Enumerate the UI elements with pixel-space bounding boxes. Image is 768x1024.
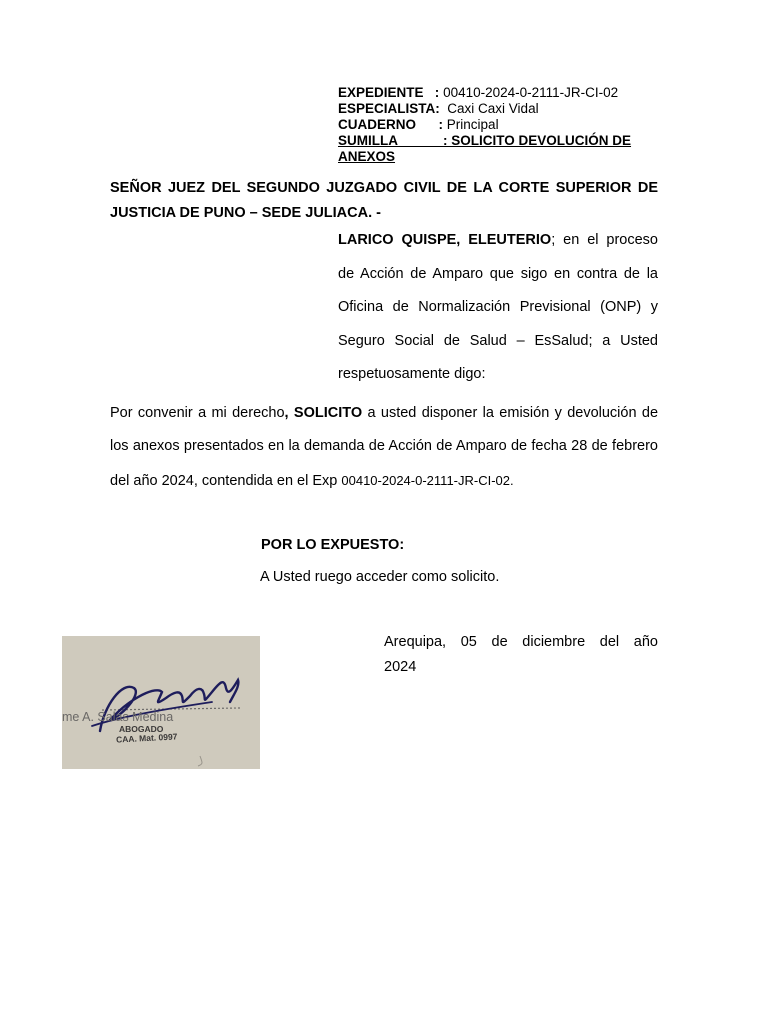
place-date-year: 2024 (384, 659, 417, 675)
sumilla-value-2: ANEXOS (338, 149, 396, 164)
place-date (384, 630, 658, 680)
handwritten-signature (62, 636, 260, 769)
place-date-line (384, 630, 658, 655)
sumilla-row-2 (338, 149, 668, 165)
sumilla-label: SUMILLA (338, 133, 398, 148)
signature-name: me A. Salas Medina (62, 710, 174, 724)
request-part2: a usted disponer la emisión y devolución de los anexos presentados en la demanda de Acción de Amparo de fecha 28 de febrero del año 2024, contendida en el Exp (110, 405, 659, 489)
request-solicito: , SOLICITO (284, 405, 363, 421)
place-word: del (599, 634, 620, 650)
petitioner-name: LARICO QUISPE, ELEUTERIO (338, 232, 552, 248)
especialista-row (338, 101, 668, 117)
intro-paragraph (338, 224, 658, 392)
cuaderno-row: CUADERNO : Principal (338, 117, 499, 132)
signature-registration: CAA. Mat. 0997 (115, 731, 178, 745)
cuaderno-value: Principal (446, 117, 499, 132)
place-word: de (491, 634, 508, 650)
closing-request: A Usted ruego acceder como solicito. (260, 569, 500, 585)
place-word: Arequipa, (384, 634, 447, 650)
cuaderno-label: CUADERNO (338, 117, 417, 132)
especialista-label: ESPECIALISTA: (338, 101, 440, 116)
expediente-value: 00410-2024-0-2111-JR-CI-02 (443, 85, 619, 100)
signature-role: ABOGADO (119, 724, 164, 734)
place-word: año (633, 634, 658, 650)
por-lo-expuesto: POR LO EXPUESTO: (261, 537, 405, 553)
request-exp-number: 00410-2024-0-2111-JR-CI-02. (341, 472, 514, 488)
case-header (338, 85, 668, 165)
expediente-label: EXPEDIENTE (338, 85, 424, 100)
place-word: 05 (460, 634, 477, 650)
signature-stamp-image (62, 636, 260, 769)
place-word: diciembre (522, 634, 586, 650)
addressee: SEÑOR JUEZ DEL SEGUNDO JUZGADO CIVIL DE LA CORTE SUPERIOR DE JUSTICIA DE PUNO – SEDE JULIACA. - (110, 180, 658, 221)
request-part1: Por convenir a mi derecho (110, 405, 285, 421)
especialista-value: Caxi Caxi Vidal (447, 101, 539, 116)
sumilla-value: : SOLICITO DEVOLUCIÓN DE (443, 133, 632, 148)
intro-text: ; en el proceso de Acción de Amparo que sigo en contra de la Oficina de Normalización Previsional (ONP) y Seguro Social de Salud – EsSalud; a Usted respetuosamente digo: (338, 232, 658, 382)
sumilla-row (338, 133, 668, 149)
request-paragraph (110, 397, 658, 498)
expediente-row: EXPEDIENTE : 00410-2024-0-2111-JR-CI-02 (338, 85, 619, 100)
